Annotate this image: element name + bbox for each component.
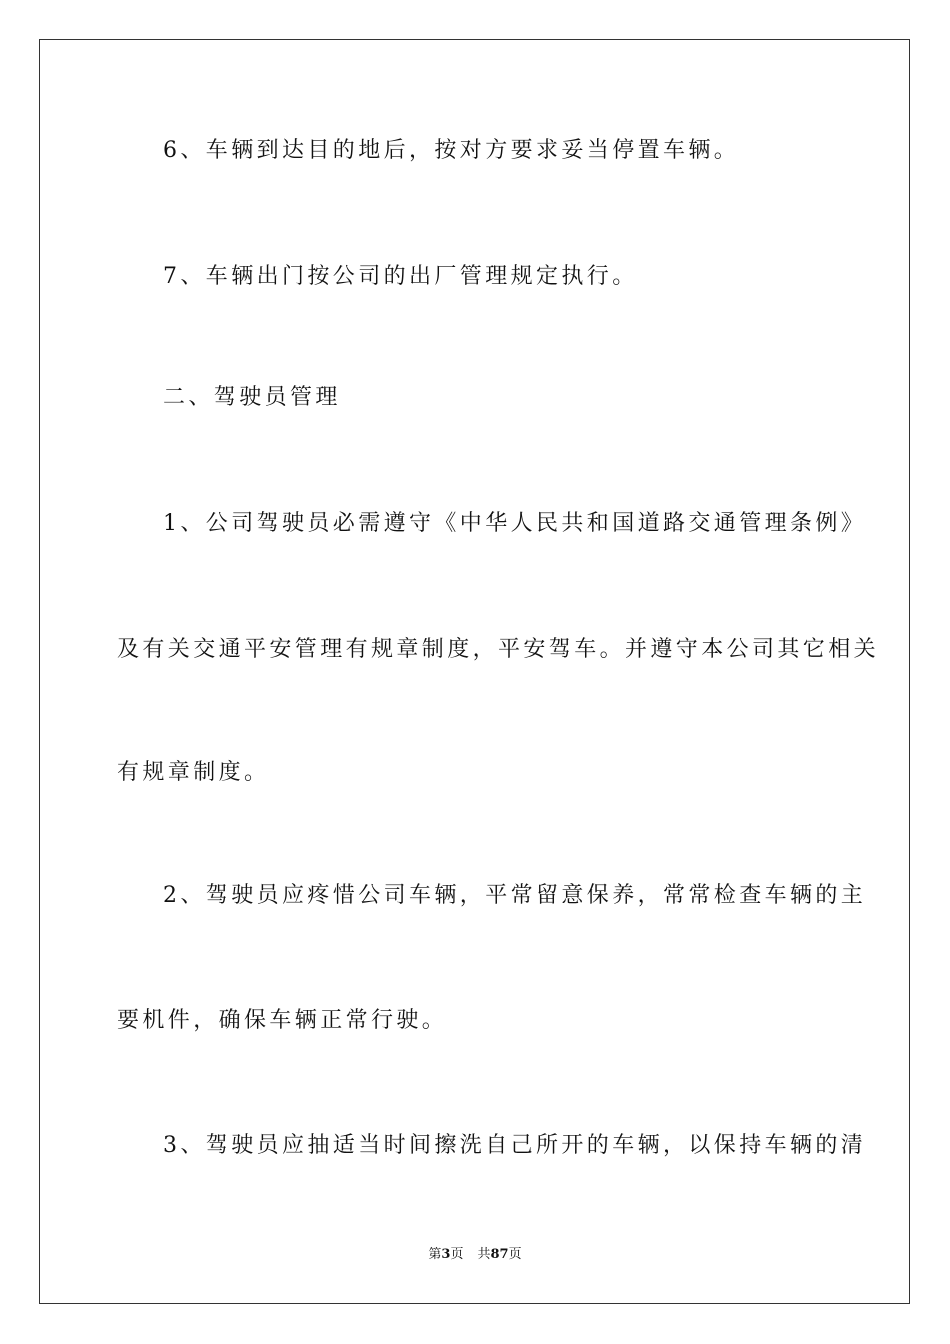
paragraph-line-item-2: 2、驾驶员应疼惜公司车辆，平常留意保养，常常检查车辆的主 (163, 883, 867, 908)
page-border (39, 39, 910, 1304)
page-footer (0, 1246, 950, 1264)
section-heading-driver-management: 二、驾驶员管理 (163, 385, 341, 410)
footer-page-suffix: 页 (450, 1247, 464, 1262)
footer-page-prefix: 第 (428, 1247, 442, 1262)
footer-total-pages: 87 (490, 1247, 509, 1262)
paragraph-line-item-6: 6、车辆到达目的地后，按对方要求妥当停置车辆。 (163, 138, 740, 163)
paragraph-line-item-1-cont: 及有关交通平安管理有规章制度，平安驾车。并遵守本公司其它相关 (117, 637, 880, 662)
footer-page-number: 3 (441, 1247, 451, 1262)
footer-total-prefix: 共 (477, 1247, 491, 1262)
paragraph-line-item-1: 1、公司驾驶员必需遵守《中华人民共和国道路交通管理条例》 (163, 511, 867, 536)
paragraph-line-item-3: 3、驾驶员应抽适当时间擦洗自己所开的车辆，以保持车辆的清 (163, 1133, 867, 1158)
footer-total-suffix: 页 (508, 1247, 522, 1262)
paragraph-line-item-7: 7、车辆出门按公司的出厂管理规定执行。 (163, 264, 638, 289)
paragraph-line-item-2-cont: 要机件，确保车辆正常行驶。 (117, 1008, 448, 1033)
paragraph-line-item-1-end: 有规章制度。 (117, 760, 270, 785)
